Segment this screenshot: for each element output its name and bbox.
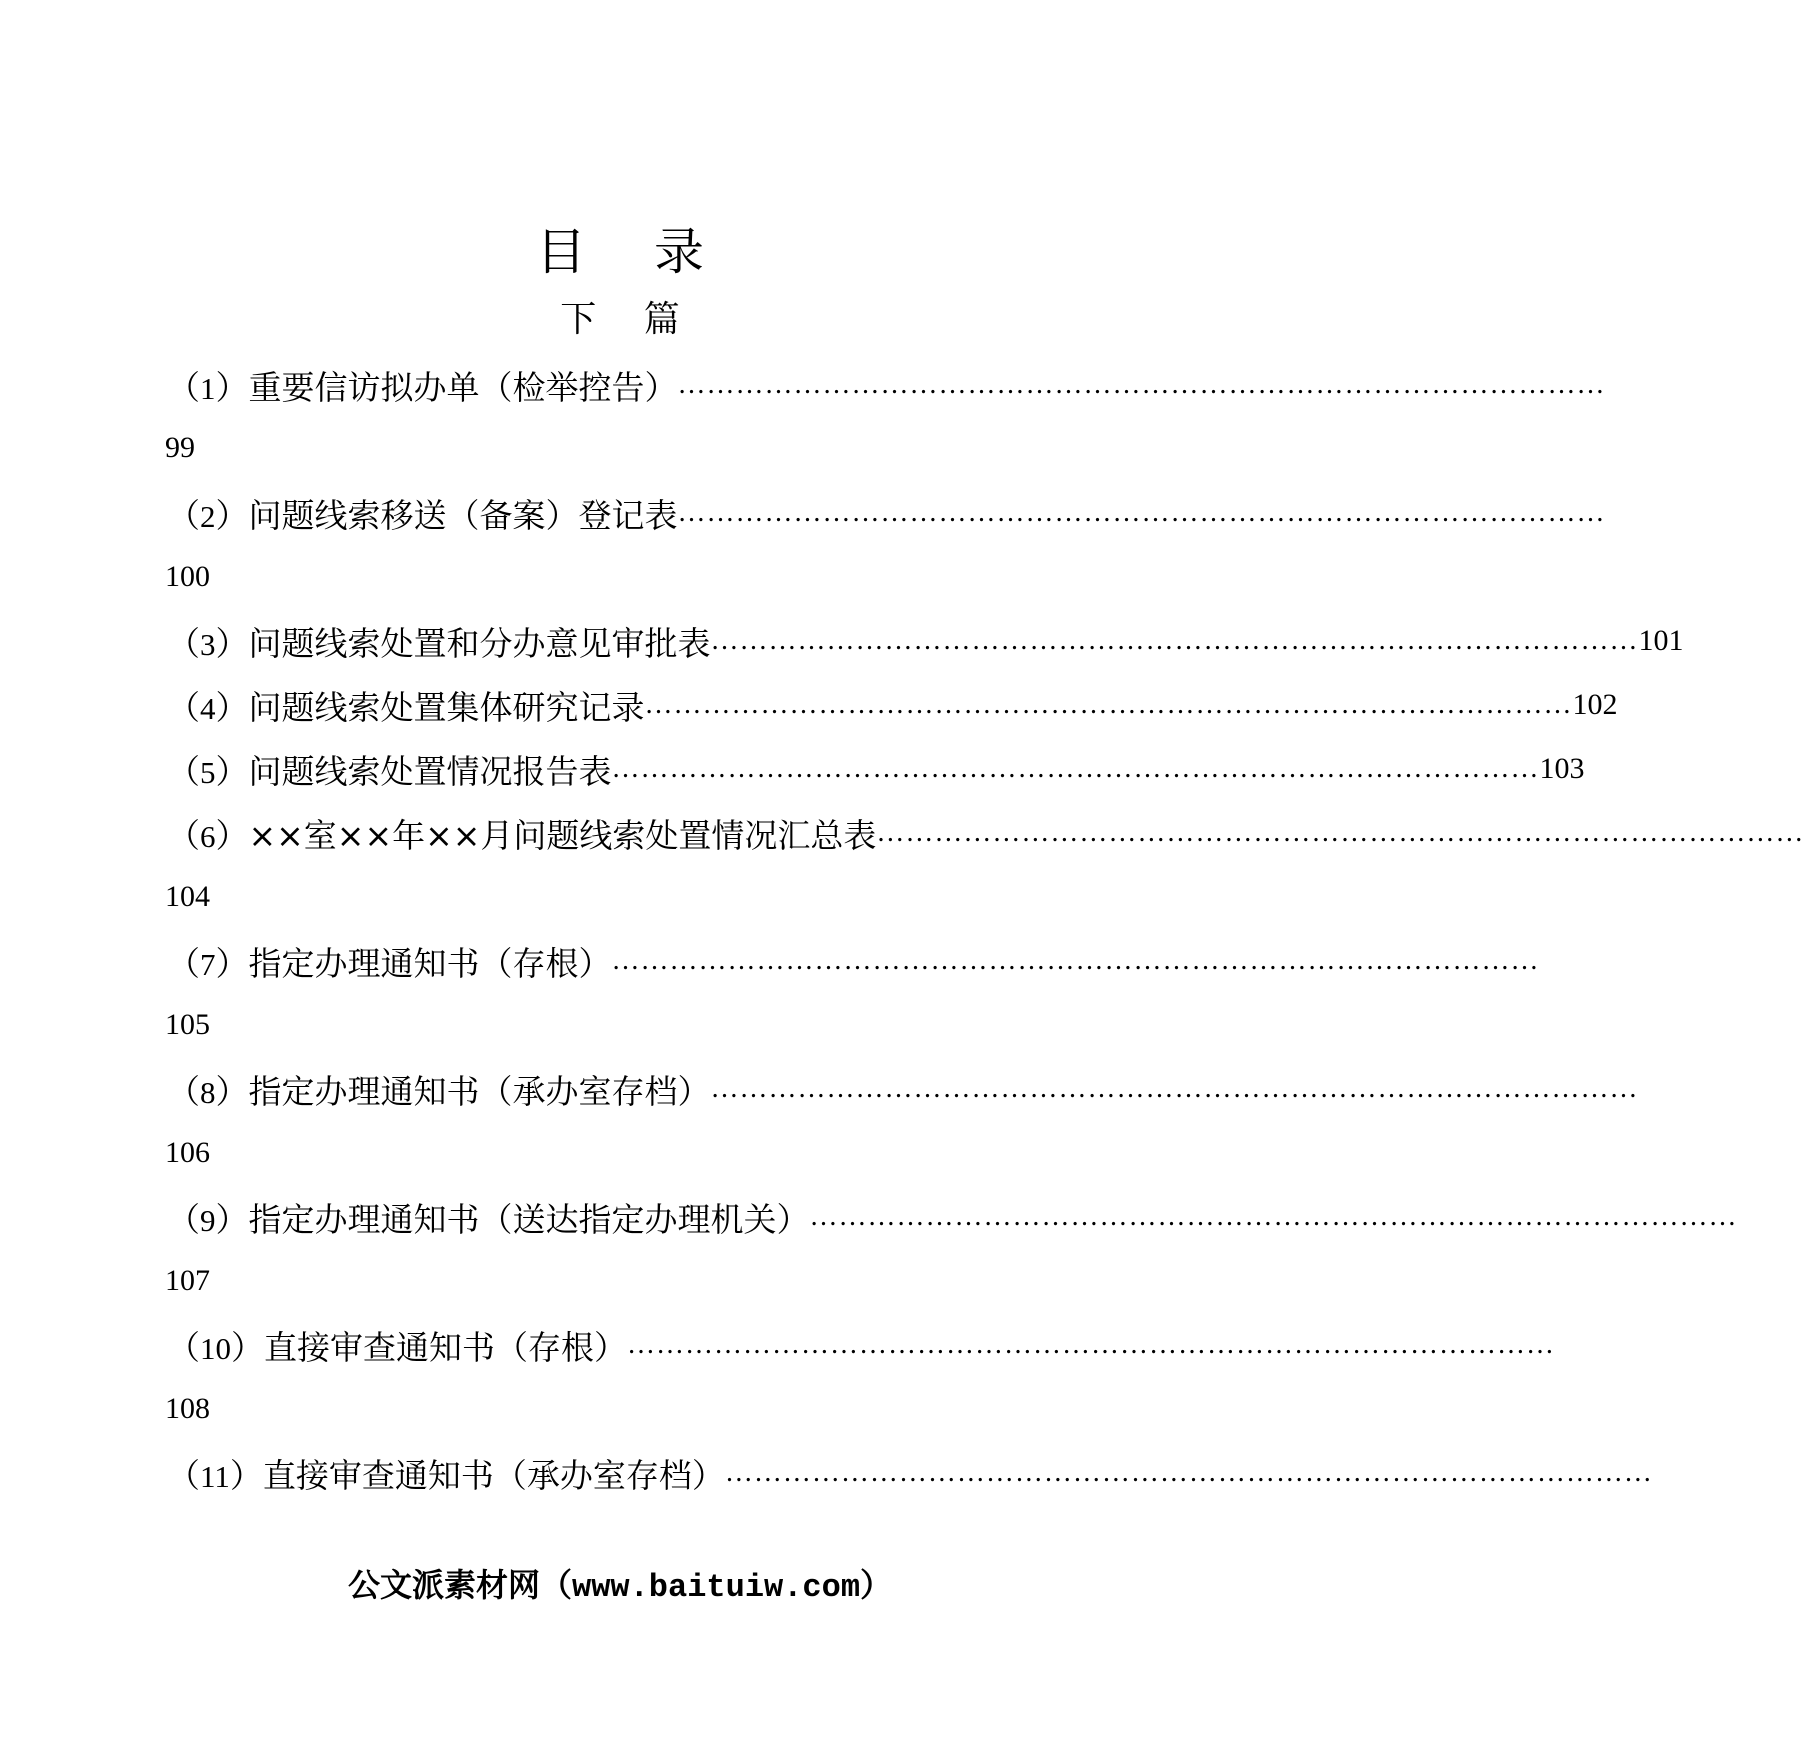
dot-leader: …………………………………………………………………………………… [809,1201,1738,1232]
toc-entry-page: 102 [1572,688,1618,721]
dot-leader: …………………………………………………………………………………… [644,689,1573,720]
dot-leader: …………………………………………………………………………………… [710,1073,1639,1104]
toc-entry-number: 6 [200,818,216,854]
toc-entry-title: 问题线索处置集体研究记录 [248,687,645,727]
footer-url: www.baituiw.com [571,1569,861,1606]
toc-entry[interactable]: （11）直接审查通知书（承办室存档） …………………………………………………………………………………… [167,1455,1653,1495]
toc-entry-title: 指定办理通知书（存根） [248,943,612,983]
toc-entry-number: 5 [200,754,216,790]
toc-entry-page: 105 [165,1008,210,1041]
toc-entry[interactable]: （10）直接审查通知书（存根） …………………………………………………………………………………… [167,1327,1555,1367]
toc-entry[interactable]: （8）指定办理通知书（承办室存档） …………………………………………………………………………………… [167,1071,1639,1111]
dot-leader: …………………………………………………………………………………… [611,945,1540,976]
toc-entry[interactable]: （2）问题线索移送（备案）登记表 …………………………………………………………………………………… [167,495,1606,535]
toc-entry-page: 106 [165,1136,210,1169]
dot-leader: …………………………………………………………………………………… [611,753,1540,784]
toc-entry-number: 8 [200,1074,216,1110]
page-title: 目 录 [536,223,730,281]
toc-entry-title: 问题线索处置和分办意见审批表 [248,623,711,663]
toc-entry-number: 3 [200,626,216,662]
toc-entry-number: 4 [200,690,216,726]
toc-entry-title: 指定办理通知书（承办室存档） [248,1071,711,1111]
toc-entry-title: 直接审查通知书（承办室存档） [262,1455,725,1495]
toc-entry-title: 重要信访拟办单（检举控告） [248,367,678,407]
toc-entry-title: 直接审查通知书（存根） [264,1327,627,1367]
toc-entry[interactable]: （3）问题线索处置和分办意见审批表 …………………………………………………………………………………… 101 [167,623,1684,663]
page-subtitle: 下 篇 [560,299,698,340]
toc-entry-page: 100 [165,560,210,593]
toc-entry[interactable]: （9）指定办理通知书（送达指定办理机关） …………………………………………………………………………………… [167,1199,1738,1239]
toc-entry-title: 指定办理通知书（送达指定办理机关） [248,1199,810,1239]
toc-entry-number: 11 [200,1458,230,1494]
toc-entry[interactable]: （5）问题线索处置情况报告表 …………………………………………………………………………………… 103 [167,751,1585,791]
footer-watermark [0,1563,1240,1610]
toc-entry[interactable]: （1）重要信访拟办单（检举控告） …………………………………………………………………………………… [167,367,1606,407]
toc-entry[interactable]: （7）指定办理通知书（存根） …………………………………………………………………………………… [167,943,1540,983]
dot-leader: …………………………………………………………………………………… [627,1329,1555,1360]
toc-entry-page: 104 [165,880,210,913]
footer-site-name: 公文派素材网 [347,1566,540,1604]
toc-entry[interactable]: （6）××室××年××月问题线索处置情况汇总表 …………………………………………………………………………………… [167,815,1804,855]
toc-entry-page: 101 [1638,624,1684,657]
toc-entry-number: 9 [200,1202,216,1238]
toc-entry-page: 107 [165,1264,210,1297]
dot-leader: …………………………………………………………………………………… [677,369,1606,400]
dot-leader: …………………………………………………………………………………… [710,625,1639,656]
footer-open-paren: （ [539,1566,572,1604]
toc-entry-number: 7 [200,946,216,982]
toc-entry-title: ××室××年××月问题线索处置情况汇总表 [248,815,877,855]
toc-entry-title: 问题线索处置情况报告表 [248,751,612,791]
toc-entry[interactable]: （4）问题线索处置集体研究记录 …………………………………………………………………………………… 102 [167,687,1618,727]
toc-entry-title: 问题线索移送（备案）登记表 [248,495,678,535]
dot-leader: …………………………………………………………………………………… [677,497,1606,528]
toc-entry-page: 103 [1539,752,1585,785]
footer-close-paren: ） [860,1566,893,1604]
dot-leader: …………………………………………………………………………………… [724,1457,1653,1488]
toc-entry-page: 108 [165,1392,210,1425]
toc-entry-number: 2 [200,498,216,534]
dot-leader: …………………………………………………………………………………… [876,817,1804,848]
toc-entry-page: 99 [165,431,195,464]
toc-entry-number: 10 [200,1330,231,1366]
toc-entry-number: 1 [200,370,216,406]
